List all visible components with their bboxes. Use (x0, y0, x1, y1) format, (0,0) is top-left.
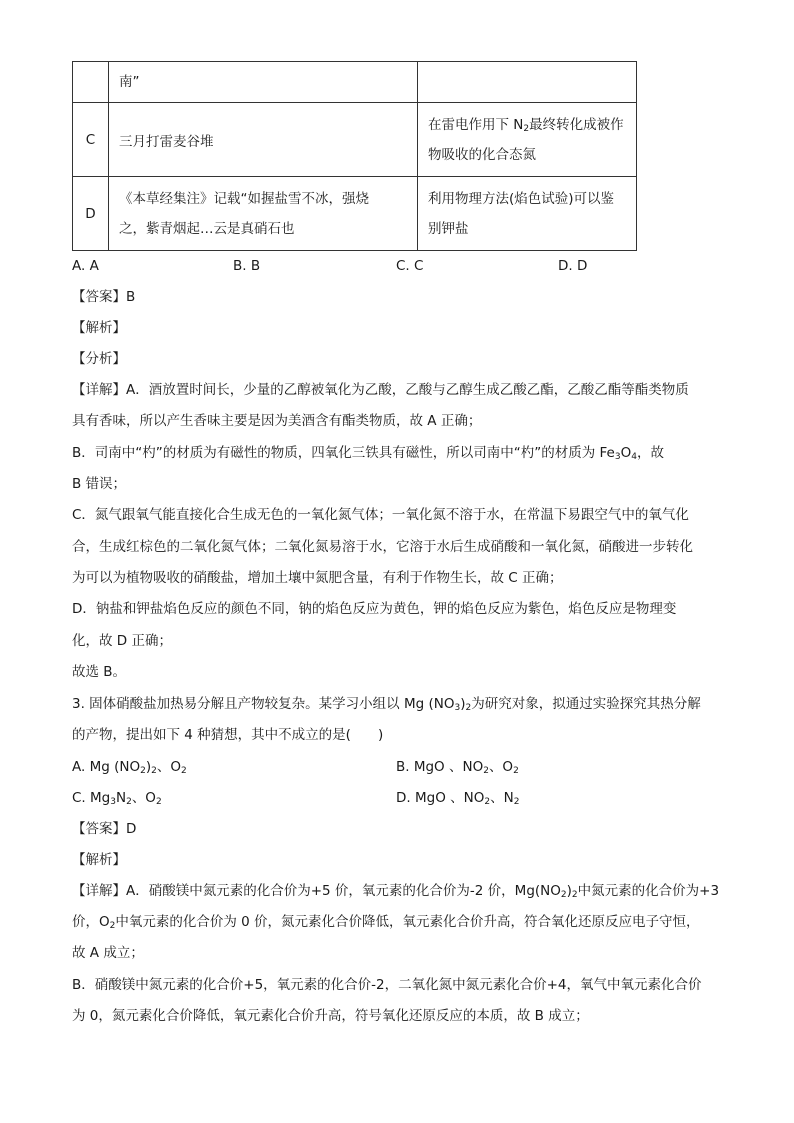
option-c: C. $Mg_3N_2$、$O_2$ (72, 790, 162, 807)
explanation-line: 为 0，氮元素化合价降低，氧元素化合价升高，符号氧化还原反应的本质，故 B 成立； (72, 1008, 589, 1024)
question-table (72, 61, 637, 251)
explanation-line: 故 A 成立； (72, 945, 144, 961)
explanation-line: B．司南中“杓”的材质为有磁性的物质，四氧化三铁具有磁性，所以司南中“杓”的材质为 $Fe_3O_4$，故 (72, 445, 664, 462)
table-cell-label: D (73, 177, 109, 251)
analysis-label: 【解析】 (72, 320, 126, 336)
option-d: D. MgO 、$NO_2$、$N_2$ (396, 790, 520, 807)
explanation-line: 具有香味，所以产生香味主要是因为美酒含有酯类物质，故 A 正确； (72, 413, 482, 429)
option-a: A. A (72, 258, 99, 274)
question-stem: 3. 固体硝酸盐加热易分解且产物较复杂。某学习小组以 Mg $(NO_3)_2$为研究对象，拟通过实验探究其热分解 (72, 696, 701, 713)
conclusion-line: 故选 B。 (72, 664, 127, 680)
explanation-line: 价，$O_2$中氧元素的化合价为 0 价，氮元素化合价降低，氧元素化合价升高，符合氧化还原反应电子守恒， (72, 914, 700, 931)
table-row (73, 177, 637, 251)
table-cell-label: C (73, 103, 109, 177)
option-a: A. Mg $(NO_2)_2$、$O_2$ (72, 759, 187, 776)
answer-label: 【答案】B (72, 289, 136, 305)
table-cell-label (73, 62, 109, 103)
table-cell-text: 三月打雷麦谷堆 (109, 103, 418, 177)
table-cell-text: 《本草经集注》记载“如握盐雪不冰，强烧 之，紫青烟起…云是真硝石也 (109, 177, 418, 251)
option-b: B. B (233, 258, 261, 274)
table-cell-text: 南” (109, 62, 418, 103)
explanation-line: B．硝酸镁中氮元素的化合价+5，氧元素的化合价-2，二氧化氮中氮元素化合价+4，氧气中氧元素化合价 (72, 977, 702, 993)
explanation-line: 为可以为植物吸收的硝酸盐，增加土壤中氮肥含量，有利于作物生长，故 C 正确； (72, 570, 563, 586)
explanation-line: D．钠盐和钾盐焰色反应的颜色不同，钠的焰色反应为黄色，钾的焰色反应为紫色，焰色反应是物理变 (72, 601, 677, 617)
fenxi-label: 【分析】 (72, 351, 126, 367)
question-stem: 的产物，提出如下 4 种猜想，其中不成立的是( ) (72, 727, 384, 743)
option-c: C. C (396, 258, 424, 274)
table-row (73, 62, 637, 103)
explanation-line: C．氮气跟氧气能直接化合生成无色的一氧化氮气体；一氧化氮不溶于水，在常温下易跟空气中的氧气化 (72, 507, 689, 523)
table-cell-right: 在雷电作用下 $N_2$最终转化成被作 物吸收的化合态氮 (418, 103, 637, 177)
table-cell-right (418, 62, 637, 103)
table-cell-right: 利用物理方法(焰色试验)可以鉴 别钾盐 (418, 177, 637, 251)
analysis-label: 【解析】 (72, 852, 126, 868)
explanation-line: 合，生成红棕色的二氧化氮气体；二氧化氮易溶于水，它溶于水后生成硝酸和一氧化氮，硝酸进一步转化 (72, 539, 693, 555)
explanation-line: 化，故 D 正确； (72, 633, 172, 649)
answer-label: 【答案】D (72, 821, 137, 837)
option-b: B. MgO 、$NO_2$、$O_2$ (396, 759, 519, 776)
option-d: D. D (558, 258, 588, 274)
explanation-line: 【详解】A．酒放置时间长，少量的乙醇被氧化为乙酸，乙酸与乙醇生成乙酸乙酯，乙酸乙酯等酯类物质 (72, 382, 689, 398)
table-row (73, 103, 637, 177)
explanation-line: 【详解】A．硝酸镁中氮元素的化合价为+5 价，氧元素的化合价为-2 价，$Mg(NO_2)_2$中氮元素的化合价为+3 (72, 883, 720, 900)
explanation-line: B 错误； (72, 476, 127, 492)
